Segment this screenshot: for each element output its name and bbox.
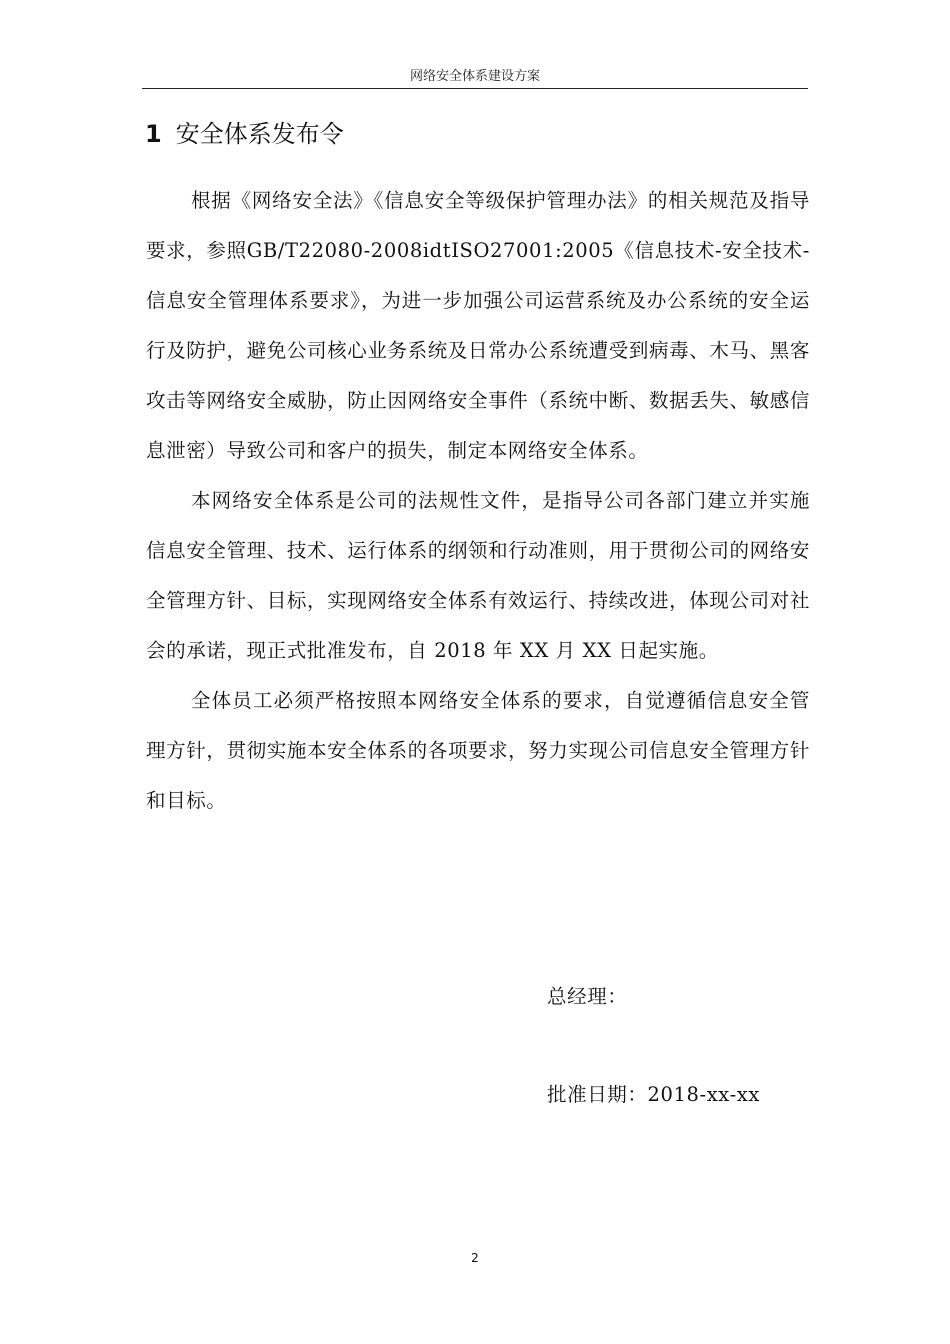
document-body: [146, 176, 810, 826]
section-heading: [145, 114, 344, 154]
page-number: 2: [471, 1251, 479, 1265]
approval-date: 批准日期：2018-xx-xx: [547, 1083, 760, 1106]
page-header: [142, 66, 808, 89]
paragraph-requirement: 全体员工必须严格按照本网络安全体系的要求，自觉遵循信息安全管理方针，贯彻实施本安全体系的各项要求，努力实现公司信息安全管理方针和目标。: [146, 689, 810, 812]
signature-manager: 总经理：: [547, 985, 628, 1008]
paragraph-scope: 本网络安全体系是公司的法规性文件，是指导公司各部门建立并实施信息安全管理、技术、运行体系的纲领和行动准则，用于贯彻公司的网络安全管理方针、目标，实现网络安全体系有效运行、持续改进，体现公司对社会的承诺，现正式批准发布，自 2018 年 XX 月 XX 日起实施。: [146, 489, 810, 662]
section-title: 安全体系发布令: [175, 120, 344, 148]
section-number: 1: [145, 120, 162, 148]
header-title: 网络安全体系建设方案: [409, 69, 540, 84]
paragraph-basis: 根据《网络安全法》《信息安全等级保护管理办法》的相关规范及指导要求，参照GB/T22080-2008idtISO27001:2005《信息技术-安全技术-信息安全管理体系要求》，为进一步加强公司运营系统及办公系统的安全运行及防护，避免公司核心业务系统及日常办公系统遭受到病毒、木马、黑客攻击等网络安全威胁，防止因网络安全事件（系统中断、数据丢失、敏感信息泄密）导致公司和客户的损失，制定本网络安全体系。: [146, 189, 810, 462]
